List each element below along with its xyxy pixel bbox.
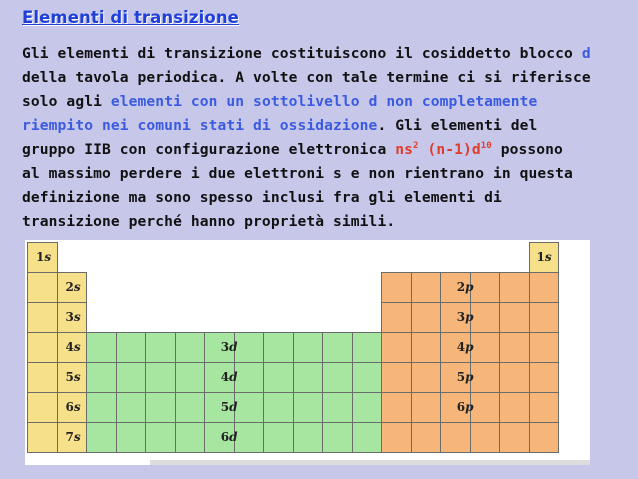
p-block-cell [499,392,530,423]
d-label: 6d [220,430,238,444]
p-block-cell [381,302,412,333]
d-block-cell [86,332,117,363]
he-label: 1s [536,250,552,264]
text-line-6: al massimo perdere i due elettroni s e non rientrano in questa [22,165,573,182]
d-block-cell [322,422,353,453]
p-block-cell [381,272,412,303]
d-label: 5d [220,400,238,414]
d-block-cell [263,392,294,423]
p-block-cell [411,332,442,363]
p-block-cell [411,392,442,423]
text-line-1: Gli elementi di transizione costituiscono il cosiddetto blocco d [22,45,591,62]
text-line-8: transizione perché hanno proprietà simili. [22,213,396,230]
p-block-cell [381,422,412,453]
d-block-cell [116,362,147,393]
d-block-cell [145,332,176,363]
p-block-cell [411,272,442,303]
p-label: 2p [456,280,474,294]
d-block-cell [116,422,147,453]
s-block-cell [27,272,58,303]
p-block-cell [499,332,530,363]
p-block-cell [499,272,530,303]
p-block-cell [529,392,560,423]
d-block-cell [145,392,176,423]
text-line-5: gruppo IIB con configurazione elettronica $ns^2$ $(n-1)d^{10}$ possono [22,141,563,158]
d-block-cell [86,362,117,393]
p-block-cell [529,362,560,393]
d-block-cell [263,332,294,363]
d-block-cell [145,362,176,393]
d-block-cell [293,332,324,363]
body-paragraph [22,42,627,234]
d-block-cell [322,392,353,423]
d-block-cell [116,392,147,423]
d-block-cell [86,392,117,423]
d-block-cell [352,392,383,423]
s-label: 2s [65,280,81,294]
p-block-cell [529,422,560,453]
d-block-cell [352,422,383,453]
d-block-cell [352,362,383,393]
d-block-cell [234,362,265,393]
d-label: 3d [220,340,238,354]
s-block-cell [27,392,58,423]
s-block-cell [27,362,58,393]
p-label: 5p [456,370,474,384]
d-block-cell [234,392,265,423]
p-block-cell [470,332,501,363]
p-block-cell [499,362,530,393]
p-block-cell [411,422,442,453]
d-block-cell [116,332,147,363]
d-block-cell [293,362,324,393]
d-block-cell [234,422,265,453]
d-block-cell [175,362,206,393]
s-label: 6s [65,400,81,414]
p-label: 3p [456,310,474,324]
p-block-cell [470,392,501,423]
d-block-cell [175,422,206,453]
p-block-cell [529,332,560,363]
s-block-cell [27,422,58,453]
slide-title: Elementi di transizione [22,8,239,27]
p-block-cell [529,272,560,303]
s-label: 5s [65,370,81,384]
p-block-cell [470,362,501,393]
s-label: 7s [65,430,81,444]
p-block-cell [440,422,471,453]
text-line-2: della tavola periodica. A volte con tale termine ci si riferisce [22,69,591,86]
p-block-cell [470,422,501,453]
p-block-cell [499,302,530,333]
p-label: 4p [456,340,474,354]
p-block-cell [529,302,560,333]
d-block-cell [263,422,294,453]
s-label: 1s [36,250,52,264]
s-label: 4s [65,340,81,354]
p-block-cell [381,392,412,423]
s-block-cell [27,332,58,363]
d-block-cell [234,332,265,363]
text-line-4: riempito nei comuni stati di ossidazione. Gli elementi del [22,117,538,134]
d-block-cell [293,392,324,423]
s-block-cell [27,302,58,333]
periodic-table-image [25,240,590,465]
bottom-divider [150,460,590,465]
p-block-cell [470,272,501,303]
d-block-cell [145,422,176,453]
d-block-cell [322,362,353,393]
p-block-cell [381,332,412,363]
text-line-3: solo agli elementi con un sottolivello d non completamente [22,93,538,110]
d-block-cell [263,362,294,393]
p-block-cell [381,362,412,393]
d-block-cell [293,422,324,453]
d-block-cell [352,332,383,363]
p-block-cell [411,362,442,393]
p-block-cell [499,422,530,453]
d-label: 4d [220,370,238,384]
d-block-cell [322,332,353,363]
text-line-7: definizione ma sono spesso inclusi fra gli elementi di [22,189,502,206]
p-block-cell [470,302,501,333]
d-block-cell [175,332,206,363]
d-block-cell [86,422,117,453]
d-block-cell [175,392,206,423]
p-label: 6p [456,400,474,414]
s-label: 3s [65,310,81,324]
p-block-cell [411,302,442,333]
